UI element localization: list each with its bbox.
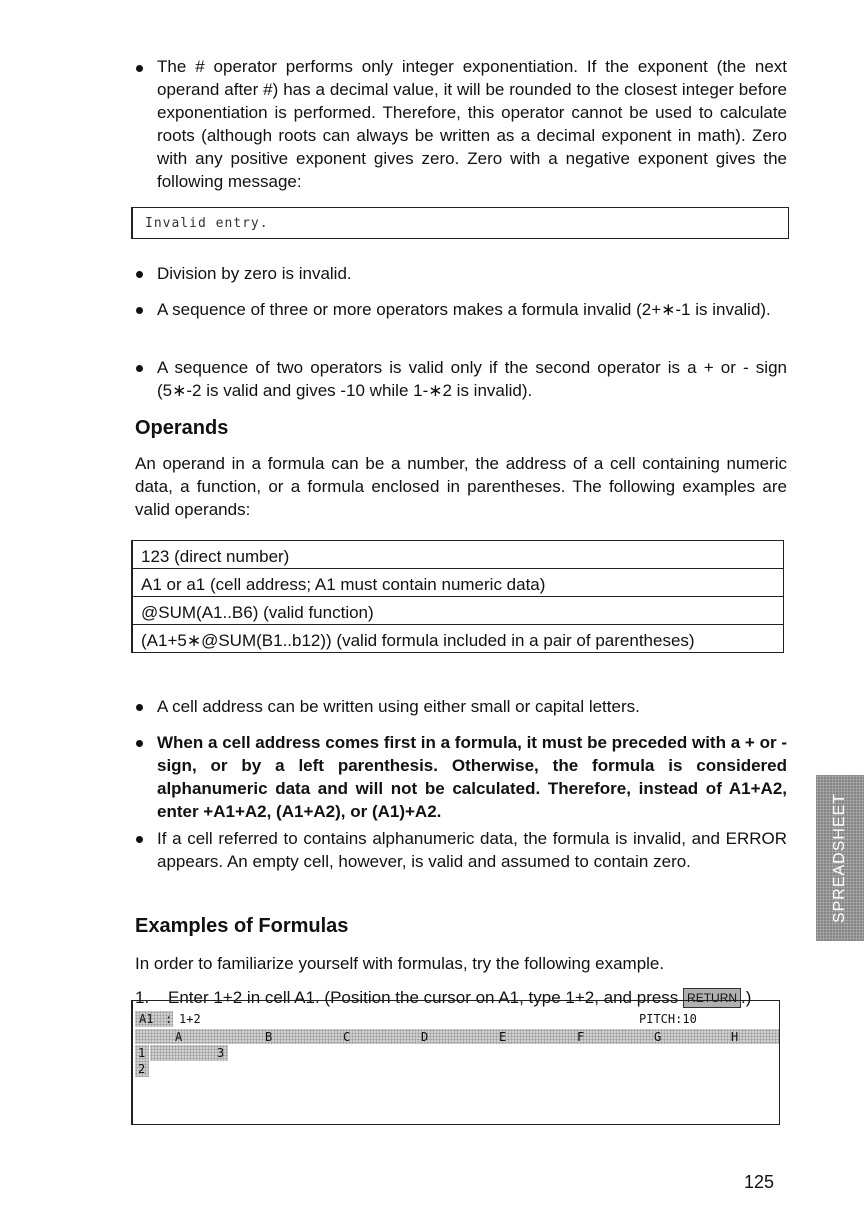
operand-row: @SUM(A1..B6) (valid function) — [133, 597, 783, 625]
step-number: 1. — [135, 988, 150, 1007]
cell-a1-value: 3 — [217, 1046, 225, 1060]
column-header-bar — [135, 1029, 779, 1044]
case-note: A cell address can be written using either small or capital letters. — [157, 697, 640, 716]
column-header: G — [654, 1030, 662, 1044]
pitch-indicator: PITCH:10 — [639, 1012, 697, 1026]
entry-line: 1+2 — [179, 1012, 201, 1026]
page-number: 125 — [744, 1172, 775, 1192]
column-header: B — [265, 1030, 273, 1044]
operands-table — [131, 540, 784, 653]
three-operators-note: A sequence of three or more operators makes a formula invalid (2+∗-1 is invalid). — [157, 300, 771, 319]
step-text: Enter 1+2 in cell A1. (Position the cursor on A1, type 1+2, and press — [168, 988, 684, 1007]
examples-heading: Examples of Formulas — [135, 915, 349, 937]
step-end: .) — [741, 988, 752, 1007]
row-header: 2 — [138, 1062, 146, 1076]
cell-ref-separator: : — [165, 1012, 173, 1026]
two-operators-note: A sequence of two operators is valid only if the second operator is a + or - sign (5∗-2 is valid and gives -10 while 1-∗2 is invalid). — [157, 358, 787, 400]
spreadsheet-screen — [131, 1000, 780, 1125]
bullet-marker — [136, 271, 143, 278]
section-tab-label: SPREADSHEET — [831, 792, 848, 924]
message-box — [131, 207, 789, 239]
address-first-note: When a cell address comes first in a formula, it must be preceded with a + or - sign, or by a left parenthesis. Otherwise, the formula is considered alphanumeric data and will not be calculated. Therefore, instead of A1+A2, enter +A1+A2, (A1+A2), or (A1)+A2. — [157, 733, 787, 821]
bullet-marker — [136, 836, 143, 843]
operand-row: A1 or a1 (cell address; A1 must contain numeric data) — [133, 569, 783, 597]
bullet-marker — [136, 65, 143, 72]
exponent-operator-note: The # operator performs only integer exponentiation. If the exponent (the next operand after #) has a decimal value, it will be rounded to the closest integer before exponentiation is performed. Therefore, this operator cannot be used to calculate roots (although roots can always be written as a decimal exponent in math). Zero with any positive exponent gives zero. Zero with a negative exponent gives the following message: — [157, 57, 787, 191]
cell-ref: A1 — [139, 1012, 154, 1026]
message-text: Invalid entry. — [145, 216, 269, 231]
bullet-marker — [136, 307, 143, 314]
column-header: F — [577, 1030, 585, 1044]
column-header: E — [499, 1030, 507, 1044]
bullet-marker — [136, 704, 143, 711]
section-tab — [816, 775, 864, 941]
bullet-marker — [136, 365, 143, 372]
operand-row: 123 (direct number) — [133, 541, 783, 569]
row-header: 1 — [138, 1046, 146, 1060]
error-note: If a cell referred to contains alphanumeric data, the formula is invalid, and ERROR appears. An empty cell, however, is valid and assumed to contain zero. — [157, 829, 787, 871]
operand-row: (A1+5∗@SUM(B1..b12)) (valid formula included in a pair of parentheses) — [133, 625, 783, 653]
bullet-marker — [136, 740, 143, 747]
operands-heading: Operands — [135, 417, 229, 439]
column-header: D — [421, 1030, 429, 1044]
column-header: H — [731, 1030, 739, 1044]
return-key: RETURN — [683, 988, 741, 1008]
column-header: C — [343, 1030, 351, 1044]
column-header: A — [175, 1030, 183, 1044]
operands-intro: An operand in a formula can be a number, the address of a cell containing numeric data, a function, or a formula enclosed in parentheses. The following examples are valid operands: — [135, 454, 787, 519]
examples-intro: In order to familiarize yourself with formulas, try the following example. — [135, 954, 665, 973]
division-note: Division by zero is invalid. — [157, 264, 352, 283]
